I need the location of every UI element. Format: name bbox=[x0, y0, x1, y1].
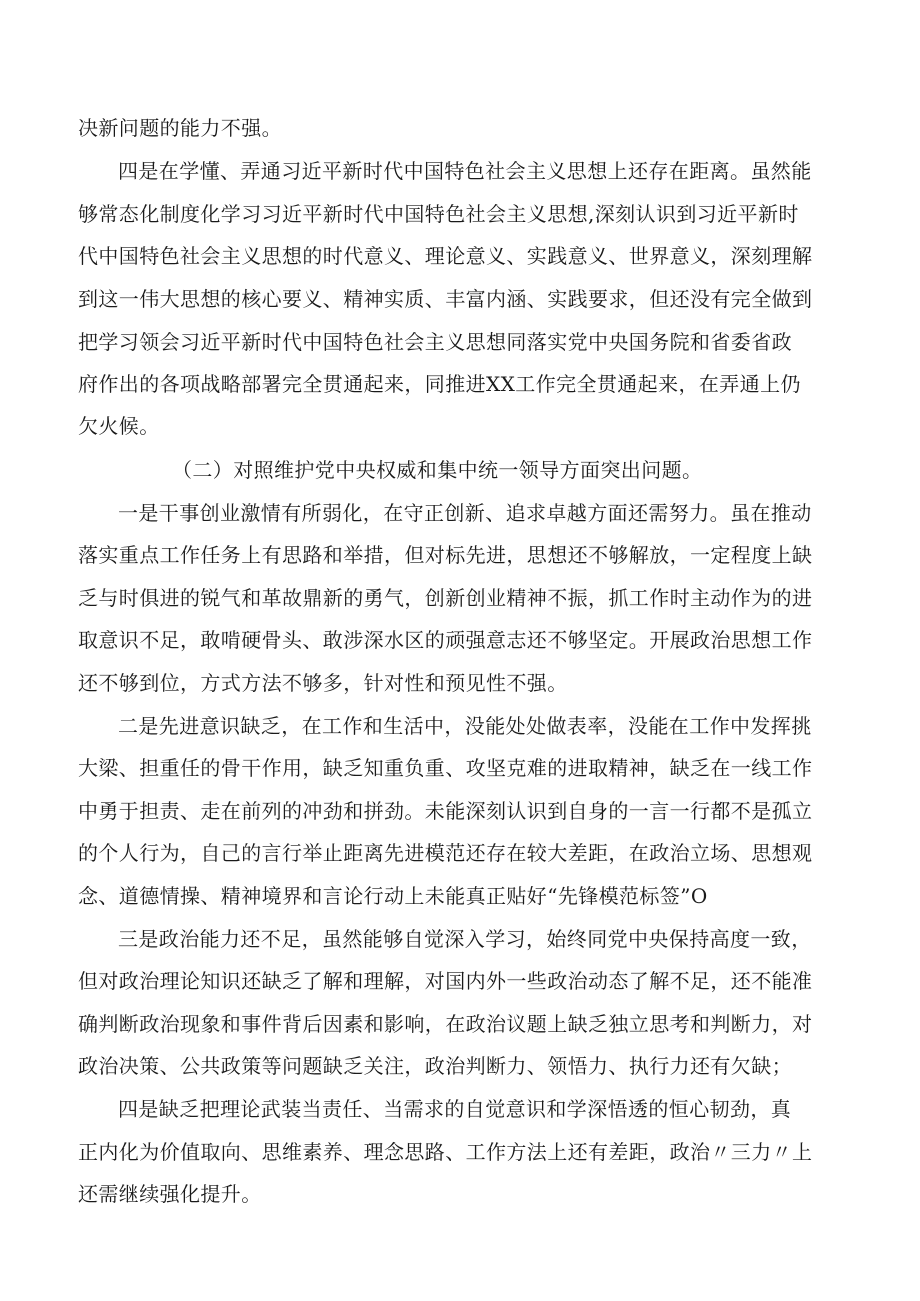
paragraph-line: 正内化为价值取向、思维素养、理念思路、工作方法上还有差距，政治〃三力〃上 bbox=[78, 1140, 813, 1164]
paragraph-line: 还不够到位，方式方法不够多，针对性和预见性不强。 bbox=[78, 671, 568, 695]
paragraph-line: 决新问题的能力不强。 bbox=[78, 116, 282, 140]
paragraph-line: 念、道德情操、精神境界和言论行动上未能真正贴好“先锋模范标签”O bbox=[78, 884, 708, 908]
paragraph-line: 二是先进意识缺乏，在工作和生活中，没能处处做表率，没能在工作中发挥挑 bbox=[118, 714, 812, 738]
paragraph-line: 乏与时俱进的锐气和革故鼎新的勇气，创新创业精神不振，抓工作时主动作为的进 bbox=[78, 586, 813, 610]
paragraph-line: 大梁、担重任的骨干作用，缺乏知重负重、攻坚克难的进取精神，缺乏在一线工作 bbox=[78, 756, 813, 780]
paragraph-line: 中勇于担责、走在前列的冲劲和拼劲。未能深刻认识到自身的一言一行都不是孤立 bbox=[78, 799, 813, 823]
paragraph-line: 代中国特色社会主义思想的时代意义、理论意义、实践意义、世界意义，深刻理解 bbox=[78, 244, 813, 268]
paragraph-line: 政治决策、公共政策等问题缺乏关注，政治判断力、领悟力、执行力还有欠缺； bbox=[78, 1054, 792, 1078]
paragraph-line: 的个人行为，自己的言行举止距离先进模范还存在较大差距，在政治立场、思想观 bbox=[78, 841, 813, 865]
paragraph-line: 把学习领会习近平新时代中国特色社会主义思想同落实党中央国务院和省委省政 bbox=[78, 330, 792, 354]
paragraph-line: 但对政治理论知识还缺乏了解和理解，对国内外一些政治动态了解不足，还不能准 bbox=[78, 969, 813, 993]
paragraph-line: 够常态化制度化学习习近平新时代中国特色社会主义思想,深刻认识到习近平新时 bbox=[78, 202, 799, 226]
section-heading: （二）对照维护党中央权威和集中统一领导方面突出问题。 bbox=[172, 458, 703, 482]
paragraph-line: 三是政治能力还不足，虽然能够自觉深入学习，始终同党中央保持高度一致， bbox=[118, 927, 812, 951]
paragraph-line: 落实重点工作任务上有思路和举措，但对标先进，思想还不够解放，一定程度上缺 bbox=[78, 543, 813, 567]
paragraph-line: 府作出的各项战略部署完全贯通起来，同推进XX工作完全贯通起来，在弄通上仍 bbox=[78, 372, 801, 396]
paragraph-line: 一是干事创业激情有所弱化，在守正创新、追求卓越方面还需努力。虽在推动 bbox=[118, 501, 812, 525]
paragraph-line: 四是在学懂、弄通习近平新时代中国特色社会主义思想上还存在距离。虽然能 bbox=[118, 159, 812, 183]
paragraph-line: 确判断政治现象和事件背后因素和影响，在政治议题上缺乏独立思考和判断力，对 bbox=[78, 1012, 813, 1036]
paragraph-line: 到这一伟大思想的核心要义、精神实质、丰富内涵、实践要求，但还没有完全做到 bbox=[78, 287, 813, 311]
paragraph-line: 取意识不足，敢啃硬骨头、敢涉深水区的顽强意志还不够坚定。开展政治思想工作 bbox=[78, 628, 813, 652]
paragraph-line: 欠火候。 bbox=[78, 414, 160, 438]
paragraph-line: 还需继续强化提升。 bbox=[78, 1182, 262, 1206]
paragraph-line: 四是缺乏把理论武装当责任、当需求的自觉意识和学深悟透的恒心韧劲，真 bbox=[118, 1097, 792, 1121]
